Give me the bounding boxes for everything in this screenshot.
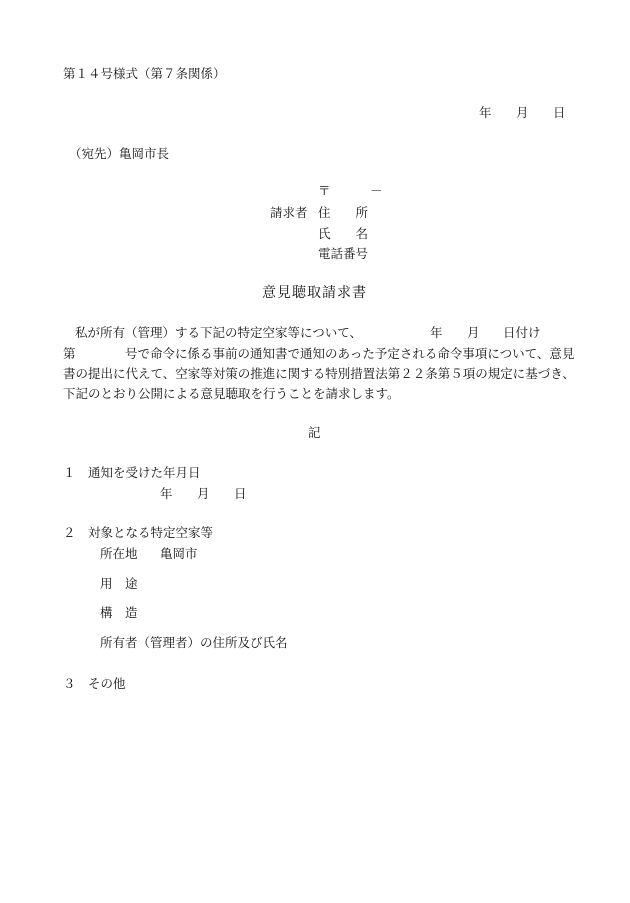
document-title: 意見聴取請求書 [262, 285, 367, 301]
postal-dash: － [370, 183, 383, 198]
ki-heading: 記 [308, 425, 321, 440]
item-3-number: ３ [63, 676, 76, 691]
addressee: （宛先）亀岡市長 [69, 146, 170, 161]
item-2-number: ２ [63, 525, 76, 540]
owner-label: 所有者（管理者）の住所及び氏名 [100, 635, 288, 650]
body-line3: 書の提出に代えて、空家等対策の推進に関する特別措置法第２２条第５項の規定に基づき、 [63, 366, 575, 381]
postal-mark: 〒 [318, 183, 331, 198]
name-label: 氏 名 [318, 226, 369, 241]
body-line1-start: 私が所有（管理）する下記の特定空家等について、 [75, 325, 363, 340]
item-1-day: 日 [234, 486, 247, 501]
date-year: 年 [479, 105, 492, 120]
item-1-number: １ [63, 465, 76, 480]
item-1-year: 年 [160, 486, 173, 501]
phone-label: 電話番号 [318, 246, 369, 261]
item-1-month: 月 [197, 486, 210, 501]
usage-label: 用 途 [100, 576, 138, 591]
body-line2-start: 第 [63, 346, 76, 361]
date-month: 月 [516, 105, 529, 120]
body-line2-rest: 号で命令に係る事前の通知書で通知のあった予定される命令事項について、意見 [125, 346, 575, 361]
body-line1-year: 年 [430, 325, 443, 340]
requester-label: 請求者 [270, 205, 308, 220]
address-label: 住 所 [318, 205, 369, 220]
item-3-label: その他 [88, 676, 126, 691]
body-line1-day: 日付け [503, 325, 541, 340]
item-2-label: 対象となる特定空家等 [88, 525, 214, 540]
date-day: 日 [553, 105, 566, 120]
body-line4: 下記のとおり公開による意見聴取を行うことを請求します。 [63, 386, 400, 401]
body-line1-month: 月 [467, 325, 480, 340]
item-1-label: 通知を受けた年月日 [88, 465, 201, 480]
structure-label: 構 造 [100, 605, 138, 620]
location-value: 亀岡市 [160, 546, 198, 561]
form-label: 第１４号様式（第７条関係） [63, 66, 226, 81]
location-label: 所在地 [100, 546, 138, 561]
